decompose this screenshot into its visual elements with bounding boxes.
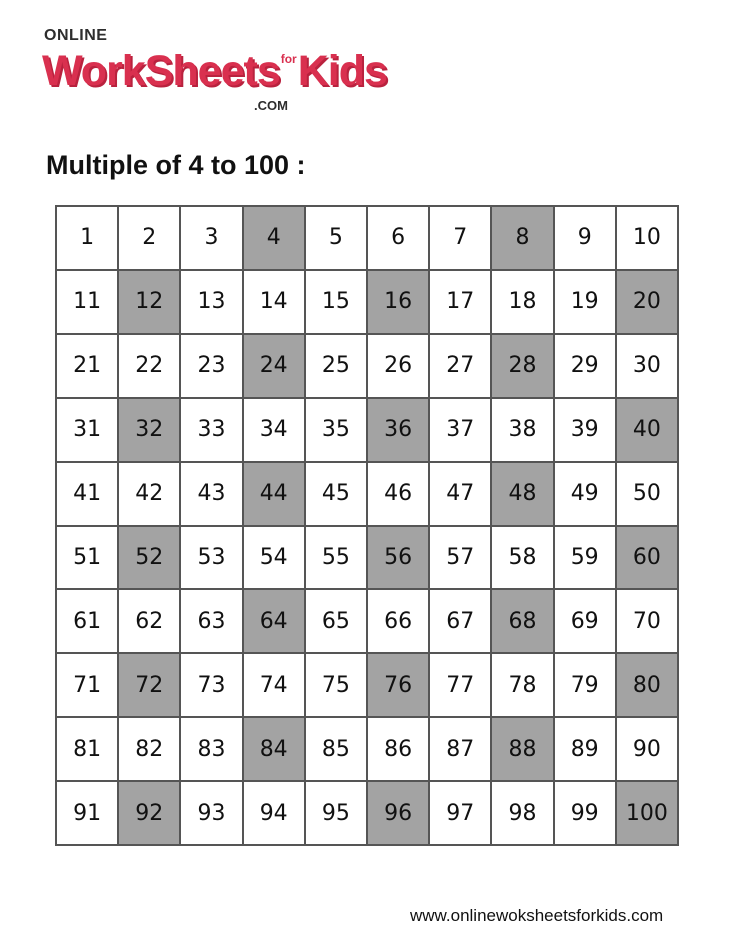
grid-cell-shaded: 76 <box>368 654 430 718</box>
grid-cell: 67 <box>430 590 492 654</box>
grid-cell: 10 <box>617 207 679 271</box>
grid-cell: 97 <box>430 782 492 846</box>
grid-cell: 89 <box>555 718 617 782</box>
grid-cell: 94 <box>244 782 306 846</box>
grid-cell: 25 <box>306 335 368 399</box>
grid-cell: 9 <box>555 207 617 271</box>
grid-cell: 99 <box>555 782 617 846</box>
grid-cell-shaded: 36 <box>368 399 430 463</box>
grid-cell: 82 <box>119 718 181 782</box>
grid-cell: 83 <box>181 718 243 782</box>
grid-cell: 14 <box>244 271 306 335</box>
grid-cell-shaded: 40 <box>617 399 679 463</box>
grid-cell: 43 <box>181 463 243 527</box>
grid-cell: 39 <box>555 399 617 463</box>
grid-cell: 7 <box>430 207 492 271</box>
grid-cell: 81 <box>57 718 119 782</box>
grid-cell: 34 <box>244 399 306 463</box>
logo-wordmark <box>42 47 387 95</box>
grid-cell: 85 <box>306 718 368 782</box>
logo-kids-text: Kids <box>297 47 387 95</box>
grid-cell-shaded: 12 <box>119 271 181 335</box>
grid-cell: 45 <box>306 463 368 527</box>
logo-com-text: .COM <box>254 98 288 113</box>
grid-cell: 13 <box>181 271 243 335</box>
grid-cell: 19 <box>555 271 617 335</box>
grid-cell-shaded: 20 <box>617 271 679 335</box>
grid-cell-shaded: 8 <box>492 207 554 271</box>
grid-cell-shaded: 24 <box>244 335 306 399</box>
grid-cell: 49 <box>555 463 617 527</box>
grid-cell: 18 <box>492 271 554 335</box>
grid-cell-shaded: 84 <box>244 718 306 782</box>
grid-cell: 41 <box>57 463 119 527</box>
grid-cell: 53 <box>181 527 243 591</box>
grid-cell: 37 <box>430 399 492 463</box>
footer-url: www.onlinewoksheetsforkids.com <box>410 906 664 925</box>
grid-cell: 93 <box>181 782 243 846</box>
grid-cell-shaded: 100 <box>617 782 679 846</box>
grid-cell-shaded: 52 <box>119 527 181 591</box>
grid-cell: 71 <box>57 654 119 718</box>
logo-for-text: for <box>280 52 297 66</box>
grid-cell: 33 <box>181 399 243 463</box>
grid-cell-shaded: 60 <box>617 527 679 591</box>
page-title: Multiple of 4 to 100 : <box>46 150 306 180</box>
grid-cell: 77 <box>430 654 492 718</box>
grid-cell: 57 <box>430 527 492 591</box>
grid-cell: 23 <box>181 335 243 399</box>
grid-cell-shaded: 64 <box>244 590 306 654</box>
grid-cell: 87 <box>430 718 492 782</box>
grid-cell: 79 <box>555 654 617 718</box>
grid-cell: 15 <box>306 271 368 335</box>
grid-cell: 65 <box>306 590 368 654</box>
grid-cell: 59 <box>555 527 617 591</box>
grid-cell: 47 <box>430 463 492 527</box>
grid-cell: 1 <box>57 207 119 271</box>
grid-cell-shaded: 4 <box>244 207 306 271</box>
grid-cell: 90 <box>617 718 679 782</box>
grid-cell: 74 <box>244 654 306 718</box>
grid-cell: 11 <box>57 271 119 335</box>
grid-cell: 78 <box>492 654 554 718</box>
grid-cell: 75 <box>306 654 368 718</box>
grid-cell: 55 <box>306 527 368 591</box>
grid-cell: 31 <box>57 399 119 463</box>
grid-cell: 6 <box>368 207 430 271</box>
grid-cell: 61 <box>57 590 119 654</box>
grid-cell: 66 <box>368 590 430 654</box>
grid-cell-shaded: 48 <box>492 463 554 527</box>
grid-cell-shaded: 92 <box>119 782 181 846</box>
grid-cell-shaded: 16 <box>368 271 430 335</box>
logo-online-text: ONLINE <box>44 27 108 44</box>
grid-cell: 95 <box>306 782 368 846</box>
grid-cell: 27 <box>430 335 492 399</box>
grid-cell: 17 <box>430 271 492 335</box>
grid-cell-shaded: 96 <box>368 782 430 846</box>
grid-cell-shaded: 72 <box>119 654 181 718</box>
grid-cell: 86 <box>368 718 430 782</box>
grid-cell: 51 <box>57 527 119 591</box>
grid-cell: 35 <box>306 399 368 463</box>
grid-cell-shaded: 88 <box>492 718 554 782</box>
grid-cell: 63 <box>181 590 243 654</box>
grid-cell: 98 <box>492 782 554 846</box>
grid-cell: 70 <box>617 590 679 654</box>
grid-cell: 29 <box>555 335 617 399</box>
grid-cell: 42 <box>119 463 181 527</box>
grid-cell: 5 <box>306 207 368 271</box>
grid-cell: 38 <box>492 399 554 463</box>
grid-cell: 2 <box>119 207 181 271</box>
hundred-chart-grid <box>55 205 679 846</box>
grid-cell-shaded: 80 <box>617 654 679 718</box>
grid-cell: 58 <box>492 527 554 591</box>
grid-cell: 50 <box>617 463 679 527</box>
grid-cell-shaded: 56 <box>368 527 430 591</box>
grid-cell: 46 <box>368 463 430 527</box>
grid-cell: 91 <box>57 782 119 846</box>
grid-cell-shaded: 32 <box>119 399 181 463</box>
grid-cell: 73 <box>181 654 243 718</box>
grid-cell: 54 <box>244 527 306 591</box>
grid-cell-shaded: 68 <box>492 590 554 654</box>
site-logo <box>40 24 387 124</box>
grid-cell-shaded: 28 <box>492 335 554 399</box>
grid-cell: 26 <box>368 335 430 399</box>
grid-cell: 22 <box>119 335 181 399</box>
grid-cell-shaded: 44 <box>244 463 306 527</box>
grid-cell: 21 <box>57 335 119 399</box>
grid-cell: 69 <box>555 590 617 654</box>
grid-cell: 62 <box>119 590 181 654</box>
grid-cell: 30 <box>617 335 679 399</box>
logo-worksheets-text: WorkSheets <box>42 47 280 95</box>
grid-cell: 3 <box>181 207 243 271</box>
